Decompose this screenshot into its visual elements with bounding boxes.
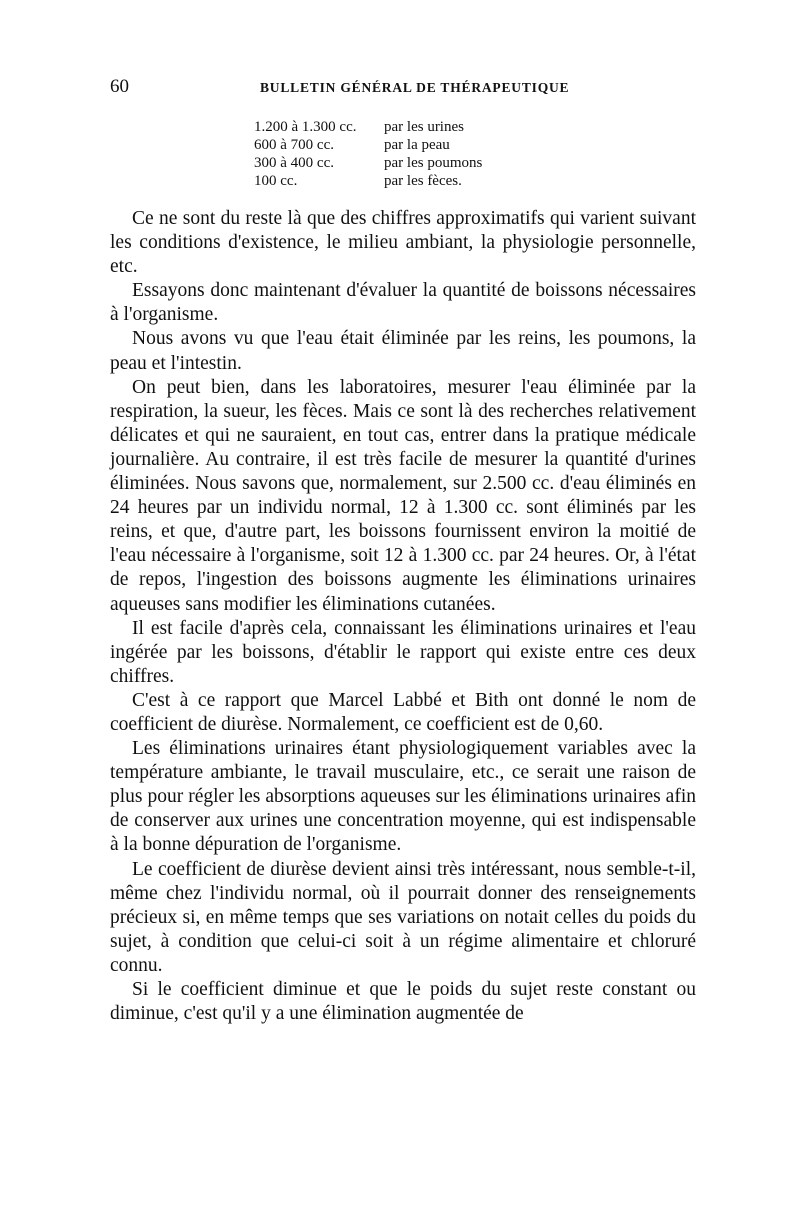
page-header bbox=[110, 76, 696, 100]
paragraph: Nous avons vu que l'eau était éliminée par les reins, les poumons, la peau et l'intestin. bbox=[110, 328, 696, 374]
table-cell-amount: 300 à 400 cc. bbox=[254, 155, 334, 171]
paragraph: Essayons donc maintenant d'évaluer la quantité de boissons nécessaires à l'organisme. bbox=[110, 280, 696, 326]
water-elimination-table bbox=[254, 118, 482, 190]
table-cell-route: par les poumons bbox=[384, 155, 483, 171]
table-cell-amount: 100 cc. bbox=[254, 173, 298, 189]
paragraph: Le coefficient de diurèse devient ainsi très intéressant, nous semble-t-il, même chez l'individu normal, où il pourrait donner des renseignements précieux si, en même temps que ses variations on notait celles du poids du sujet, à condition que celui-ci soit à un régime alimentaire et chloruré connu. bbox=[110, 858, 696, 976]
table-cell-amount: 600 à 700 cc. bbox=[254, 137, 334, 153]
table-row bbox=[254, 118, 482, 136]
table-cell-route: par les urines bbox=[384, 119, 464, 135]
paragraph: Il est facile d'après cela, connaissant les éliminations urinaires et l'eau ingérée par les boissons, d'établir le rapport qui existe entre ces deux chiffres. bbox=[110, 617, 696, 687]
paragraph: Les éliminations urinaires étant physiologiquement variables avec la température ambiante, le travail musculaire, etc., ce serait une raison de plus pour régler les absorptions aqueuses sur les éliminations urinaires afin de conserver aux urines une concentration moyenne, qui est indispensable à la bonne dépuration de l'organisme. bbox=[110, 738, 696, 856]
body-text bbox=[110, 207, 696, 1026]
paragraph: Ce ne sont du reste là que des chiffres approximatifs qui varient suivant les conditions d'existence, le milieu ambiant, la physiologie personnelle, etc. bbox=[110, 208, 696, 278]
table-row bbox=[254, 136, 482, 154]
running-title: BULLETIN GÉNÉRAL DE THÉRAPEUTIQUE bbox=[260, 80, 570, 95]
paragraph: On peut bien, dans les laboratoires, mesurer l'eau éliminée par la respiration, la sueur, les fèces. Mais ce sont là des recherches relativement délicates et qui ne sauraient, en tout cas, entrer dans la pratique médicale journalière. Au contraire, il est très facile de mesurer la quantité d'urines éliminées. Nous savons que, normalement, sur 2.500 cc. d'eau éliminés en 24 heures par un individu normal, 12 à 1.300 cc. sont éliminés par les reins, et que, d'autre part, les boissons fournissent environ la moitié de l'eau nécessaire à l'organisme, soit 12 à 1.300 cc. par 24 heures. Or, à l'état de repos, l'ingestion des boissons augmente les éliminations urinaires aqueuses sans modifier les éliminations cutanées. bbox=[110, 376, 696, 615]
table-cell-route: par les fèces. bbox=[384, 173, 462, 189]
paragraph: C'est à ce rapport que Marcel Labbé et Bith ont donné le nom de coefficient de diurèse. Normalement, ce coefficient est de 0,60. bbox=[110, 689, 696, 735]
paragraph: Si le coefficient diminue et que le poids du sujet reste constant ou diminue, c'est qu'il y a une élimination augmentée de bbox=[110, 979, 696, 1025]
table-cell-route: par la peau bbox=[384, 137, 450, 153]
table-row bbox=[254, 154, 482, 172]
table-cell-amount: 1.200 à 1.300 cc. bbox=[254, 119, 357, 135]
page-number: 60 bbox=[110, 76, 129, 97]
table-row bbox=[254, 172, 482, 190]
